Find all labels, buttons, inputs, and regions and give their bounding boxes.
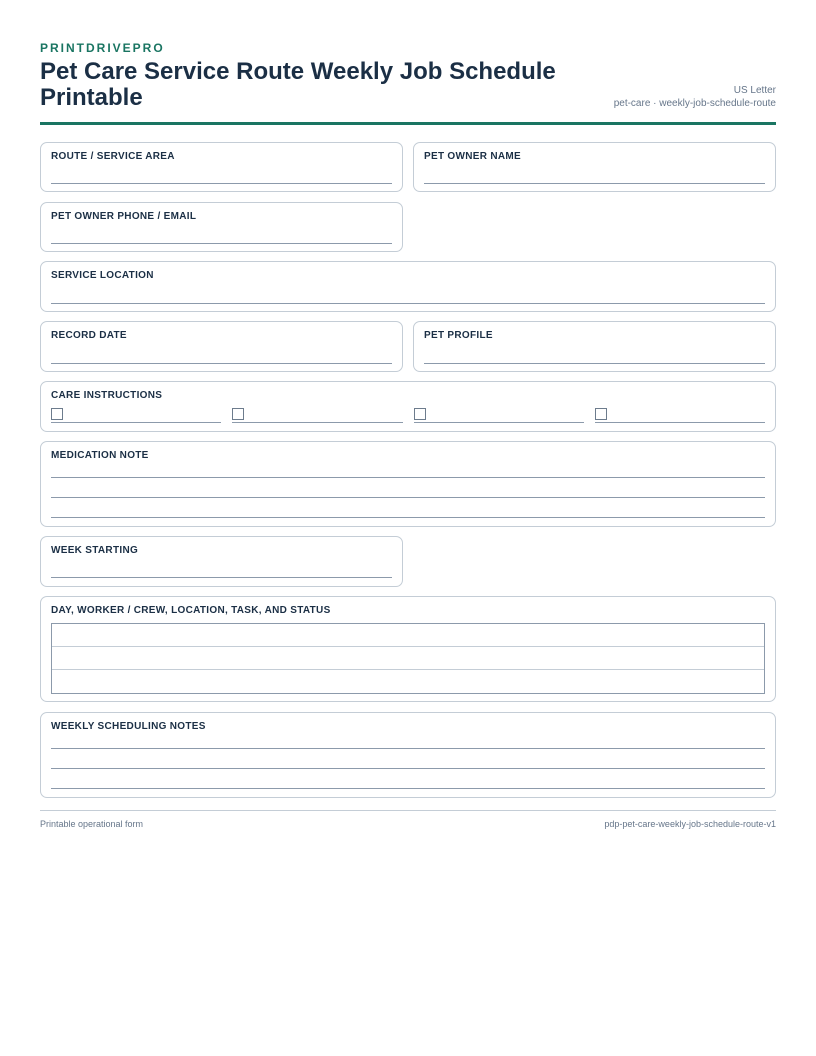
brand-name: PRINTDRIVEPRO <box>40 41 165 55</box>
footer-divider <box>40 810 776 811</box>
service-location-field <box>40 261 776 312</box>
record-date-label: RECORD DATE <box>51 330 127 341</box>
schedule-table-label: DAY, WORKER / CREW, LOCATION, TASK, AND STATUS <box>51 605 331 616</box>
scheduling-notes-line[interactable] <box>51 788 765 789</box>
checkbox[interactable] <box>51 408 63 420</box>
owner-contact-field <box>40 202 403 252</box>
table-row[interactable] <box>52 670 764 693</box>
care-instruction-item <box>595 407 765 423</box>
week-starting-field <box>40 536 403 587</box>
scheduling-notes-field <box>40 712 776 798</box>
route-area-field <box>40 142 403 192</box>
table-row[interactable] <box>52 624 764 647</box>
table-row[interactable] <box>52 647 764 670</box>
care-instruction-item <box>414 407 584 423</box>
checkbox[interactable] <box>232 408 244 420</box>
care-instruction-input-line[interactable] <box>595 422 765 423</box>
schedule-table <box>51 623 765 694</box>
header-divider <box>40 122 776 125</box>
document-meta <box>614 84 776 110</box>
pet-profile-field <box>413 321 776 372</box>
medication-note-line[interactable] <box>51 477 765 478</box>
owner-contact-input-line[interactable] <box>51 243 392 244</box>
page-title: Pet Care Service Route Weekly Job Schedule Printable <box>40 58 556 111</box>
scheduling-notes-line[interactable] <box>51 768 765 769</box>
care-instruction-input-line[interactable] <box>414 422 584 423</box>
service-location-input-line[interactable] <box>51 303 765 304</box>
template-path: pet-care · weekly-job-schedule-route <box>613 98 776 109</box>
week-starting-label: WEEK STARTING <box>51 545 139 556</box>
care-instruction-input-line[interactable] <box>232 422 402 423</box>
footer-caption: Printable operational form <box>40 819 144 829</box>
form-id: pdp-pet-care-weekly-job-schedule-route-v1 <box>604 819 776 829</box>
care-instructions-checklist <box>51 407 765 423</box>
scheduling-notes-line[interactable] <box>51 748 765 749</box>
medication-note-label: MEDICATION NOTE <box>51 450 149 461</box>
pet-profile-input-line[interactable] <box>424 363 765 364</box>
pet-profile-label: PET PROFILE <box>424 330 493 341</box>
owner-name-field <box>413 142 776 192</box>
care-instruction-input-line[interactable] <box>51 422 221 423</box>
medication-note-line[interactable] <box>51 497 765 498</box>
record-date-input-line[interactable] <box>51 363 392 364</box>
checkbox[interactable] <box>414 408 426 420</box>
medication-note-line[interactable] <box>51 517 765 518</box>
care-instruction-item <box>232 407 402 423</box>
record-date-field <box>40 321 403 372</box>
owner-name-label: PET OWNER NAME <box>424 151 521 162</box>
route-area-input-line[interactable] <box>51 183 392 184</box>
medication-note-field <box>40 441 776 527</box>
service-location-label: SERVICE LOCATION <box>51 270 154 281</box>
paper-size: US Letter <box>733 85 776 96</box>
scheduling-notes-label: WEEKLY SCHEDULING NOTES <box>51 721 206 732</box>
care-instruction-item <box>51 407 221 423</box>
route-area-label: ROUTE / SERVICE AREA <box>51 151 175 162</box>
week-starting-input-line[interactable] <box>51 577 392 578</box>
owner-contact-label: PET OWNER PHONE / EMAIL <box>51 211 197 222</box>
checkbox[interactable] <box>595 408 607 420</box>
care-instructions-field <box>40 381 776 432</box>
owner-name-input-line[interactable] <box>424 183 765 184</box>
care-instructions-label: CARE INSTRUCTIONS <box>51 390 163 401</box>
schedule-table-section <box>40 596 776 702</box>
